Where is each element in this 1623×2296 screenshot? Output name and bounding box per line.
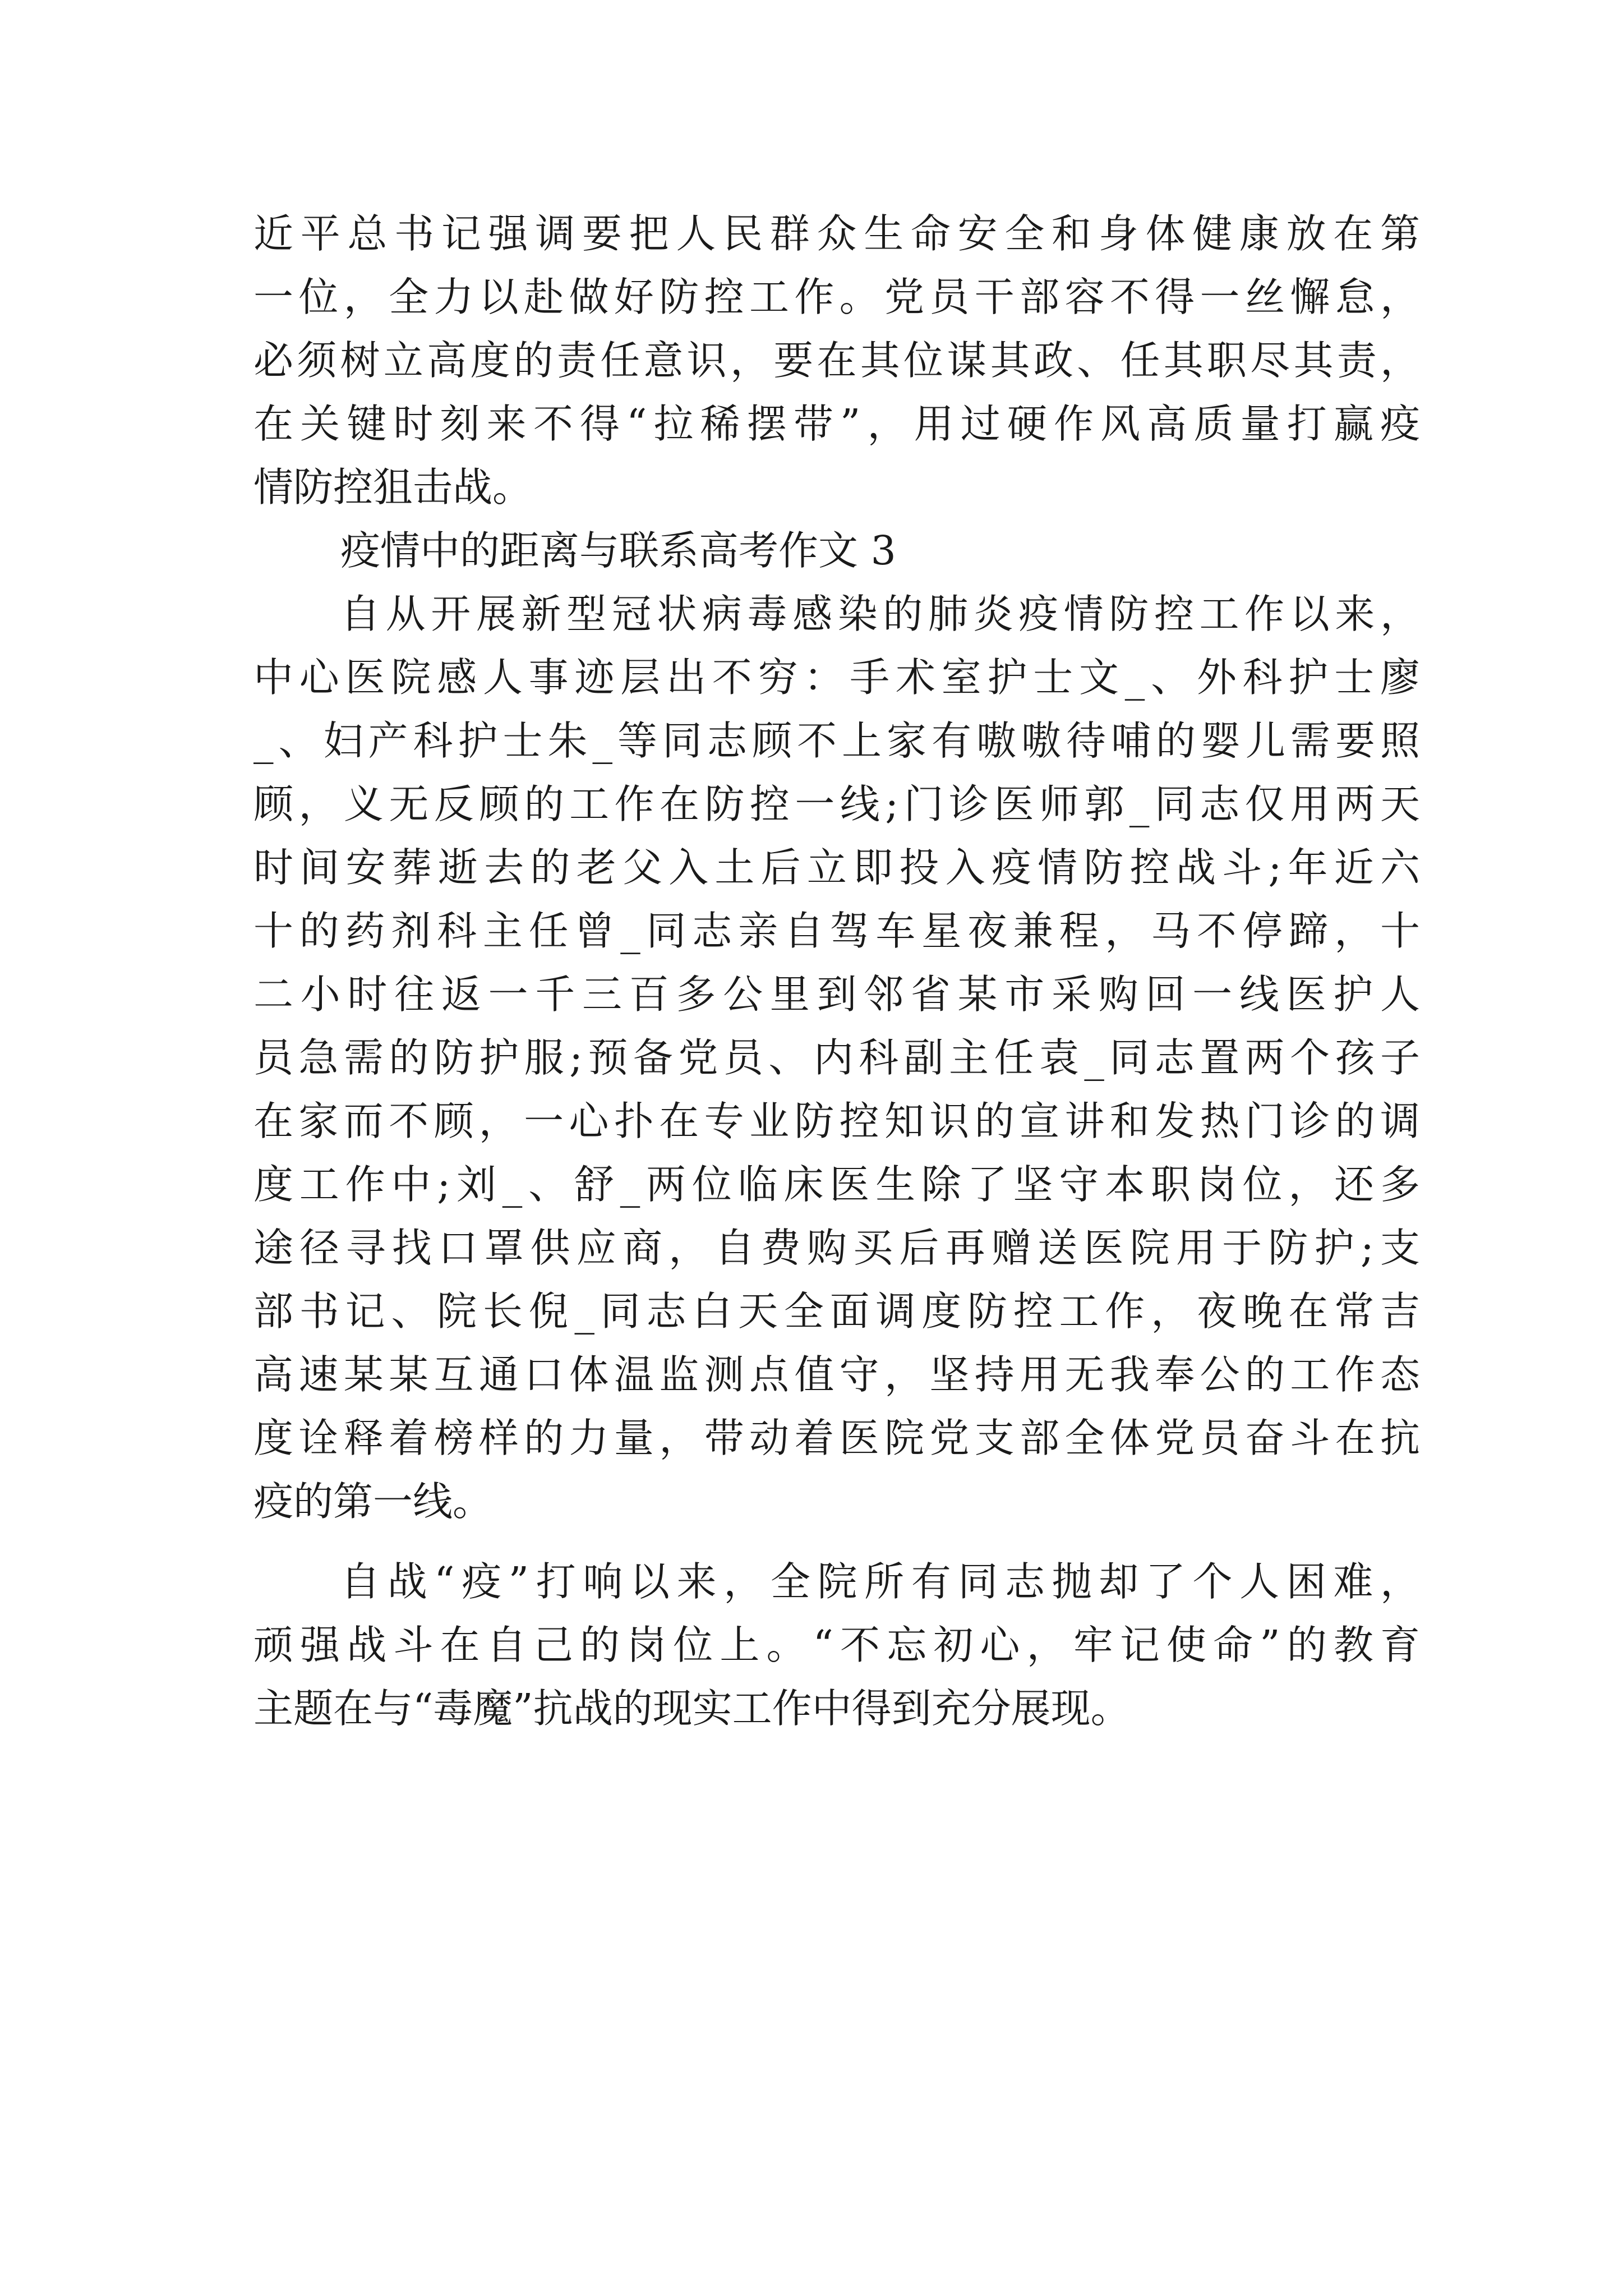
- text-line: 情防控狙击战。: [253, 464, 533, 510]
- text-line: 自战“疫”打响以来，全院所有同志抛却了个人困难，: [340, 1558, 1420, 1605]
- text-line: 自从开展新型冠状病毒感染的肺炎疫情防控工作以来，: [340, 591, 1420, 637]
- text-line: 部书记、院长倪_同志白天全面调度防控工作，夜晚在常吉: [253, 1288, 1420, 1335]
- text-line: 途径寻找口罩供应商，自费购买后再赠送医院用于防护;支: [253, 1225, 1420, 1271]
- paragraph-3: [253, 1550, 1420, 1740]
- text-line: 必须树立高度的责任意识，要在其位谋其政、任其职尽其责，: [253, 337, 1420, 384]
- text-line: 员急需的防护服;预备党员、内科副主任袁_同志置两个孩子: [253, 1034, 1420, 1081]
- text-line: 一位，全力以赴做好防控工作。党员干部容不得一丝懈怠，: [253, 274, 1420, 320]
- paragraph-2: [253, 582, 1420, 1533]
- heading-text: 疫情中的距离与联系高考作文 3: [340, 527, 896, 574]
- text-line: 在家而不顾，一心扑在专业防控知识的宣讲和发热门诊的调: [253, 1098, 1420, 1144]
- paragraph-gap: [253, 1533, 1420, 1550]
- text-line: 高速某某互通口体温监测点值守，坚持用无我奉公的工作态: [253, 1351, 1420, 1398]
- text-line: 主题在与“毒魔”抗战的现实工作中得到充分展现。: [253, 1685, 1131, 1732]
- text-line: 近平总书记强调要把人民群众生命安全和身体健康放在第: [253, 210, 1420, 257]
- paragraph-1: [253, 202, 1420, 519]
- text-line: _、妇产科护士朱_等同志顾不上家有嗷嗷待哺的婴儿需要照: [253, 717, 1420, 764]
- text-line: 中心医院感人事迹层出不穷：手术室护士文_、外科护士廖: [253, 654, 1420, 701]
- text-line: 度诠释着榜样的力量，带动着医院党支部全体党员奋斗在抗: [253, 1415, 1420, 1461]
- text-line: 在关键时刻来不得“拉稀摆带”，用过硬作风高质量打赢疫: [253, 401, 1420, 447]
- text-line: 顾，义无反顾的工作在防控一线;门诊医师郭_同志仅用两天: [253, 781, 1420, 827]
- text-line: 度工作中;刘_、舒_两位临床医生除了坚守本职岗位，还多: [253, 1161, 1420, 1208]
- text-line: 时间安葬逝去的老父入土后立即投入疫情防控战斗;年近六: [253, 844, 1420, 891]
- text-line: 疫的第一线。: [253, 1478, 493, 1525]
- text-line: 顽强战斗在自己的岗位上。“不忘初心，牢记使命”的教育: [253, 1622, 1420, 1668]
- text-line: 二小时往返一千三百多公里到邻省某市采购回一线医护人: [253, 971, 1420, 1018]
- text-line: 十的药剂科主任曾_同志亲自驾车星夜兼程，马不停蹄，十: [253, 908, 1420, 954]
- section-heading: [253, 519, 1420, 582]
- document-body: [253, 202, 1420, 1740]
